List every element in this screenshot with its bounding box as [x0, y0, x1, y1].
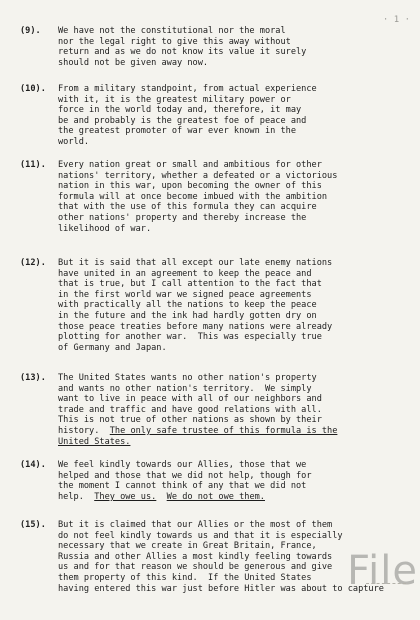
text-line: Russia and other Allies a most kindly feeling towards [58, 551, 333, 562]
paragraph-number: (10). [20, 84, 46, 94]
paragraph-11 [20, 160, 400, 234]
paragraph-number: (14). [20, 460, 46, 470]
text-line: helped and those that we did not help, though for [58, 470, 312, 481]
paragraph-13 [20, 373, 400, 447]
paragraph-number: (11). [20, 160, 46, 170]
text-line: with it, it is the greatest military power or [58, 94, 291, 105]
paragraph-body [58, 460, 400, 502]
text-line [58, 437, 400, 448]
text-line: having entered this war just before Hitler was about to capture [58, 583, 384, 594]
text-line: and wants no other nation's territory. We simply [58, 383, 312, 394]
paragraph-number: (9). [20, 26, 41, 36]
text-segment [156, 492, 166, 502]
text-line: that with the use of this formula they can acquire [58, 202, 317, 213]
text-segment: help. [58, 491, 95, 502]
text-line: likelihood of war. [58, 223, 152, 234]
underlined-text: The only safe trustee of this formula is the [109, 425, 338, 436]
paragraph-body [58, 258, 400, 353]
text-line: in the future and the ink had hardly gotten dry on [58, 310, 317, 321]
underlined-text: United States. [58, 436, 131, 447]
text-line: necessary that we create in Great Britain, France, [58, 541, 317, 552]
corner-mark: · 1 · [382, 15, 410, 25]
text-line: that is true, but I call attention to the fact that [58, 279, 322, 290]
text-line: nations' territory, whether a defeated or a victorious [58, 170, 338, 181]
text-line [58, 426, 400, 437]
paragraph-number: (13). [20, 373, 46, 383]
text-line: The United States wants no other nation's property [58, 373, 317, 383]
text-line: nation in this war, upon becoming the owner of this [58, 181, 322, 192]
text-line [58, 492, 400, 503]
paragraph-10 [20, 84, 400, 148]
paragraph-body [58, 26, 400, 68]
text-line: with practically all the nations to keep the peace [58, 300, 317, 311]
text-line: force in the world today and, therefore, it may [58, 105, 302, 116]
text-line: This is not true of other nations as shown by their [58, 415, 322, 426]
ink-smudge [366, 575, 406, 584]
text-line: We feel kindly towards our Allies, those that we [58, 460, 307, 470]
text-line: return and as we do not know its value it surely [58, 47, 307, 58]
paragraph-12 [20, 258, 400, 353]
text-line: plotting for another war. This was especially true [58, 332, 322, 343]
text-line: nor the legal right to give this away without [58, 36, 291, 47]
paragraph-14 [20, 460, 400, 502]
paragraph-9 [20, 26, 400, 68]
text-line: But it is said that all except our late enemy nations [58, 258, 333, 268]
text-line: world. [58, 136, 90, 147]
text-line: the moment I cannot think of any that we did not [58, 481, 307, 492]
text-line: We have not the constitutional nor the moral [58, 26, 286, 36]
paragraph-number: (15). [20, 520, 46, 530]
underlined-text: We do not owe them. [166, 491, 265, 502]
text-line: want to live in peace with all of our neighbors and [58, 394, 322, 405]
text-line: other nations' property and thereby increase the [58, 212, 307, 223]
text-line: do not feel kindly towards us and that it is especially [58, 530, 343, 541]
paragraph-number: (12). [20, 258, 46, 268]
text-line: formula will at once become imbued with the ambition [58, 191, 328, 202]
text-line: them property of this kind. If the United States [58, 572, 312, 583]
text-line: of Germany and Japan. [58, 342, 167, 353]
text-line: have united in an agreement to keep the peace and [58, 268, 312, 279]
text-segment: history. [58, 425, 110, 436]
text-line: the greatest promoter of war ever known in the [58, 126, 296, 137]
text-line: be and probably is the greatest foe of peace and [58, 115, 307, 126]
underlined-text: They owe us. [94, 491, 157, 502]
text-line: those peace treaties before many nations were already [58, 321, 333, 332]
paragraph-body [58, 373, 400, 447]
paragraph-15 [20, 520, 400, 594]
text-line: us and for that reason we should be generous and give [58, 562, 333, 573]
text-line: should not be given away now. [58, 57, 209, 68]
text-line: From a military standpoint, from actual experience [58, 84, 317, 94]
text-line: in the first world war we signed peace agreements [58, 289, 312, 300]
paragraph-body [58, 84, 400, 148]
text-line: But it is claimed that our Allies or the most of them [58, 520, 333, 530]
paragraph-body [58, 160, 400, 234]
text-line: trade and traffic and have good relations with all. [58, 404, 322, 415]
file-watermark: File [347, 548, 418, 594]
text-line: Every nation great or small and ambitious for other [58, 160, 322, 170]
